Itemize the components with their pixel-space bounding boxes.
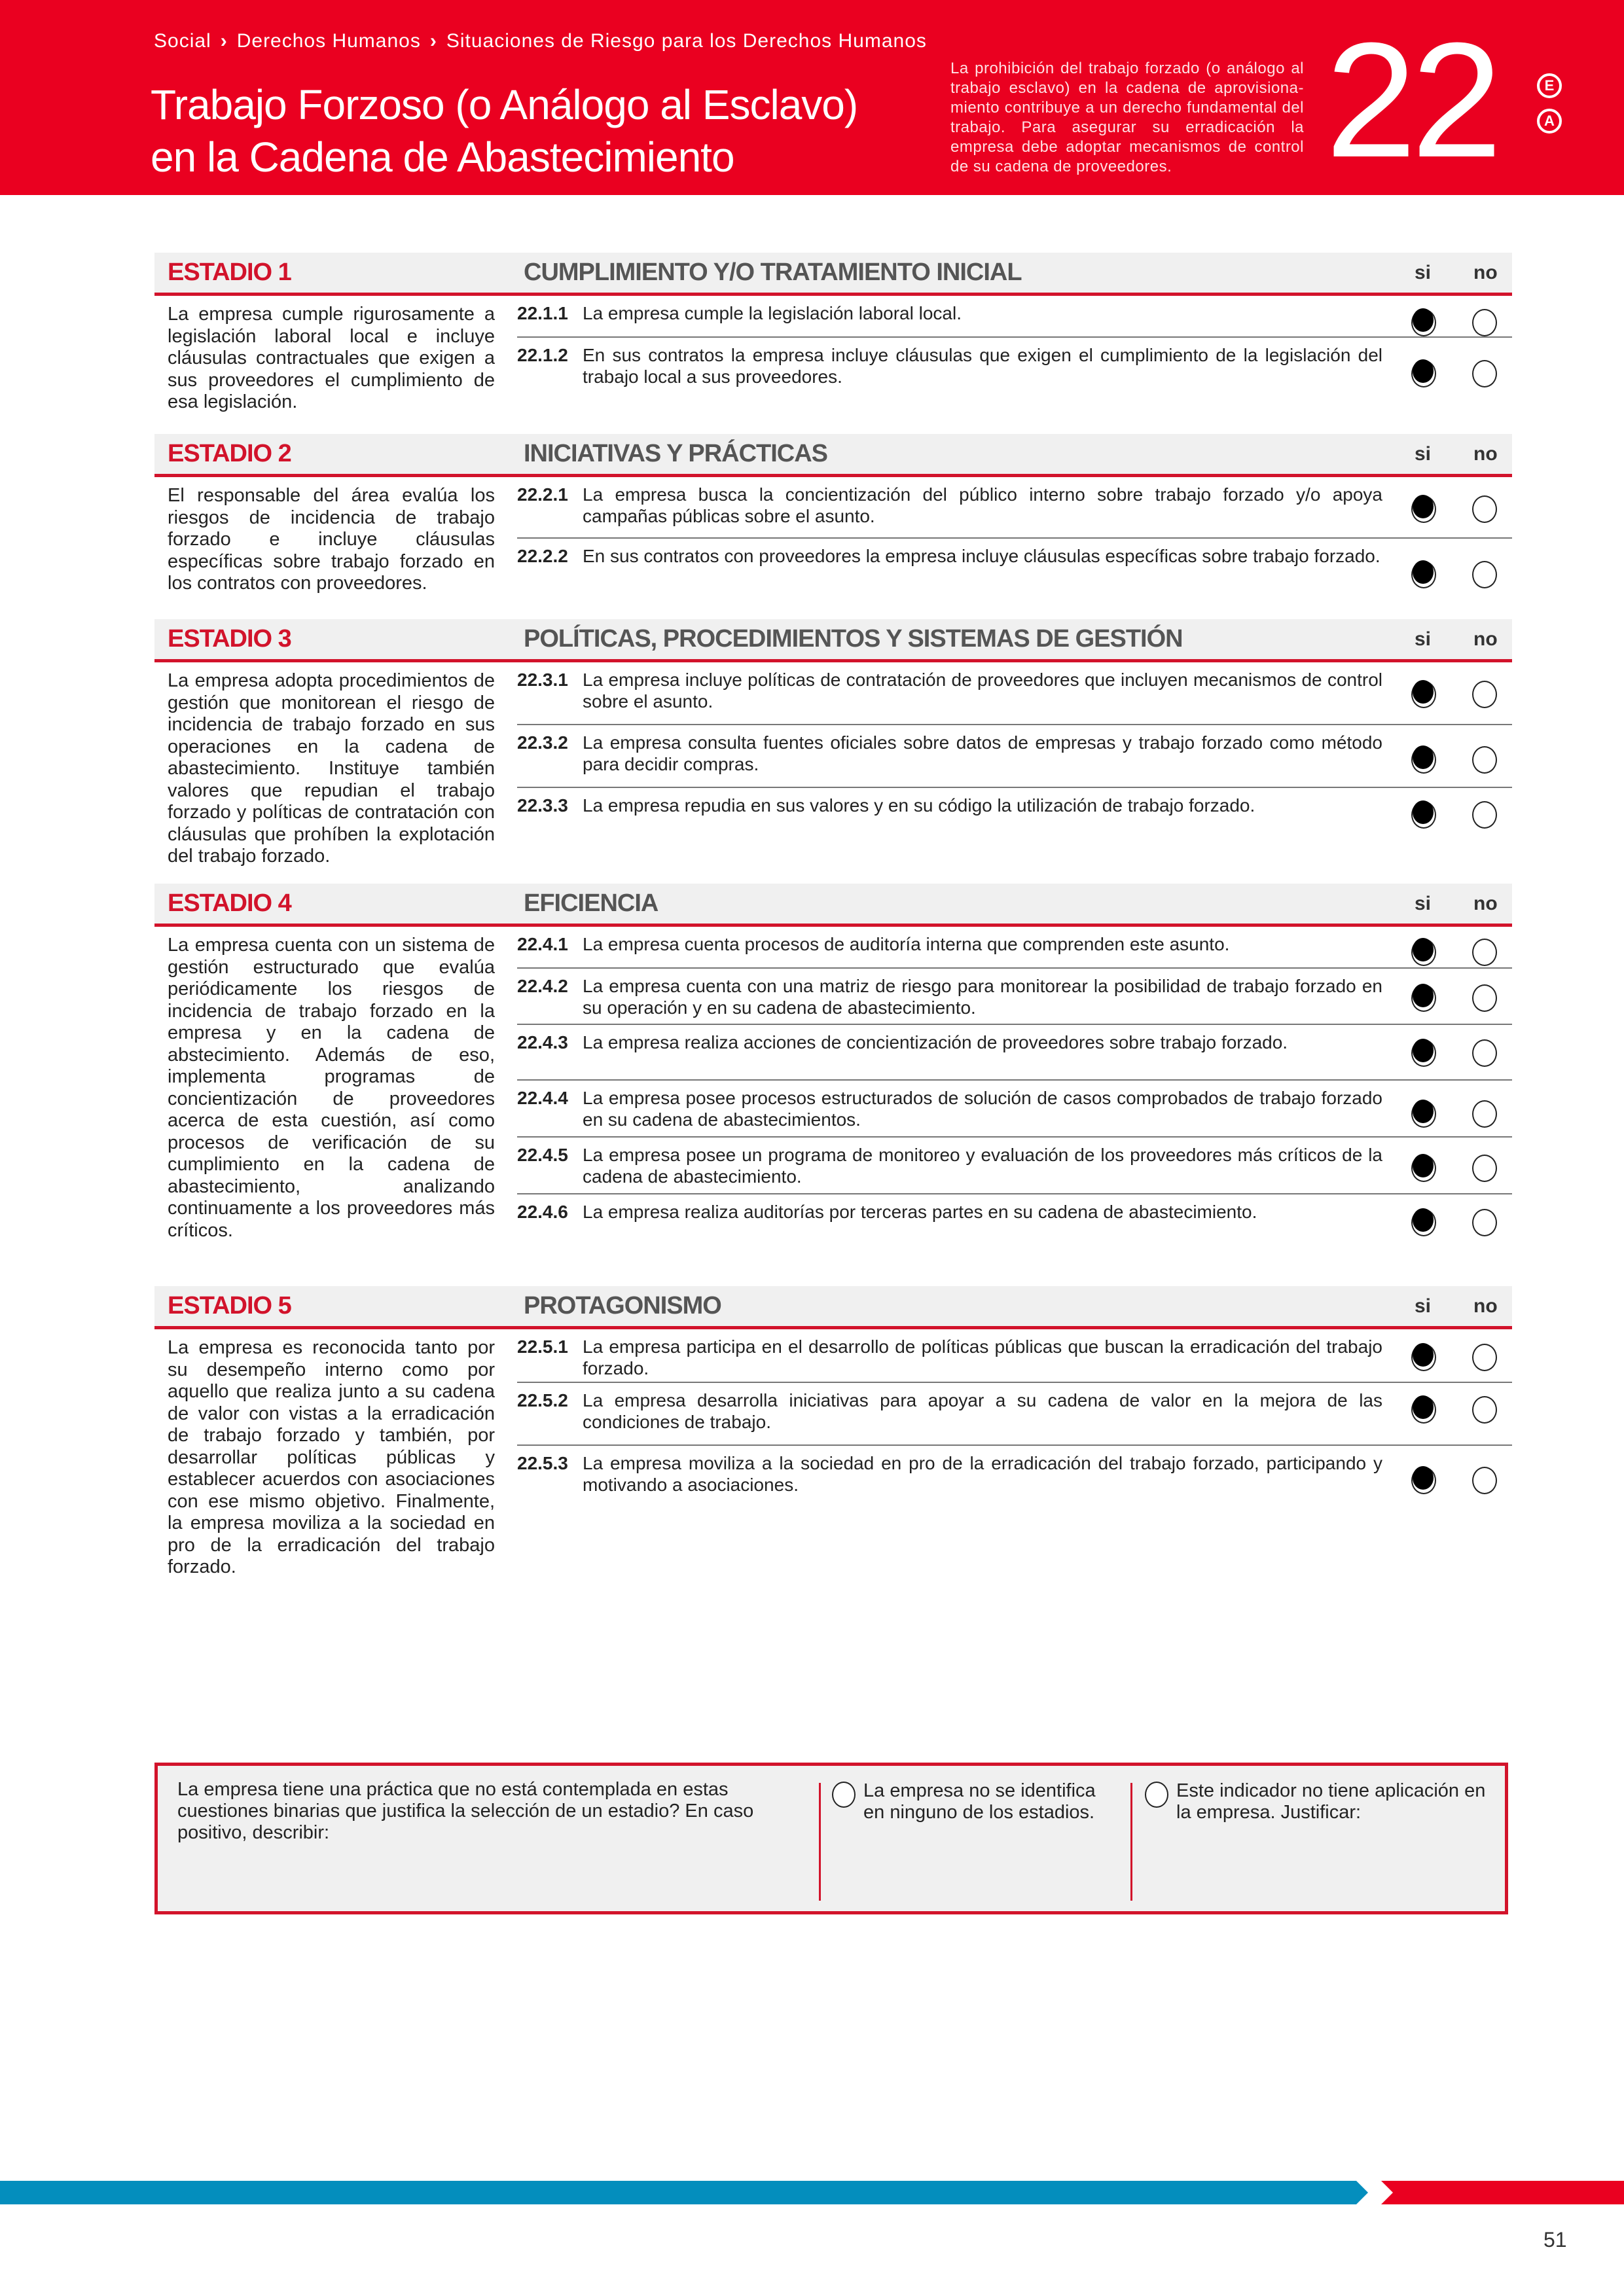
stage-label: ESTADIO 2 [168,440,291,467]
radio-not-applicable[interactable] [1145,1782,1168,1808]
question-row [517,725,1512,788]
radio-si-selected[interactable] [1411,1344,1436,1371]
intro-text: La prohibición del trabajo forzado (o análogo al trabajo esclavo) en la cadena de aprovisiona-miento contribuye a un derecho fundamental del trabajo. Para asegurar su erradicación la empresa debe adoptar mecanismos de control de su cadena de proveedores. [950,60,1304,175]
question-row [517,539,1512,598]
breadcrumb-item-social[interactable]: Social [154,30,211,52]
stage-header [154,884,1512,927]
option-not-applicable[interactable] [1145,1780,1492,1823]
radio-si-selected[interactable] [1411,561,1436,588]
radio-no[interactable] [1472,561,1497,588]
stage-title: EFICIENCIA [524,889,659,917]
stage-header [154,434,1512,477]
badge-e-icon: E [1537,73,1562,98]
radio-no[interactable] [1472,360,1497,387]
question-row [517,969,1512,1025]
question-row [517,662,1512,725]
radio-no[interactable] [1472,1467,1497,1494]
question-number: 22.4.4 [517,1088,568,1108]
question-number: 22.1.1 [517,303,568,323]
question-text: La empresa incluye políticas de contratación de proveedores que incluyen mecanismos de control sobre el asunto. [583,670,1382,711]
question-number: 22.4.5 [517,1145,568,1165]
question-number: 22.5.1 [517,1336,568,1357]
question-number: 22.5.2 [517,1390,568,1410]
page-header [0,0,1624,195]
column-no-label: no [1473,442,1498,465]
additional-practice-question: La empresa tiene una práctica que no está contemplada en estas cuestiones binarias que justifica la selección de un estadio? En caso positivo, describir: [177,1779,754,1843]
radio-no[interactable] [1472,984,1497,1012]
radio-no[interactable] [1472,1100,1497,1128]
question-text: La empresa cumple la legislación laboral local. [583,303,962,323]
radio-si-selected[interactable] [1411,360,1436,387]
column-si-label: si [1415,1295,1432,1317]
question-number: 22.3.3 [517,795,568,816]
question-text: La empresa repudia en sus valores y en su código la utilización de trabajo forzado. [583,795,1255,816]
question-row [517,296,1512,338]
column-no-label: no [1473,628,1498,650]
question-number: 22.4.6 [517,1202,568,1222]
question-row [517,1081,1512,1138]
question-row [517,1329,1512,1383]
stage-description: La empresa es reconocida tanto por su desempeño interno como por aquello que realiza junto a su cadena de valor con vistas a la erradicación de trabajo forzado y también, por desarrollar políticas públicas y establecer acuerdos con asociaciones con ese mismo objetivo. Finalmente, la empresa moviliza a la sociedad en pro de la erradicación del trabajo forzado. [168,1337,495,1577]
radio-si-selected[interactable] [1411,309,1436,336]
column-si-label: si [1415,442,1432,465]
stage-1 [154,253,1512,414]
question-row [517,338,1512,395]
footer-bar-blue [0,2181,1368,2204]
divider [1130,1783,1132,1901]
radio-no[interactable] [1472,309,1497,336]
question-text: La empresa posee un programa de monitoreo y evaluación de los proveedores más críticos de la cadena de abastecimiento. [583,1145,1382,1187]
question-text: La empresa moviliza a la sociedad en pro de la erradicación del trabajo forzado, participando y motivando a asociaciones. [583,1453,1382,1495]
radio-no[interactable] [1472,801,1497,829]
question-text: La empresa consulta fuentes oficiales sobre datos de empresas y trabajo forzado como método para decidir compras. [583,732,1382,774]
stage-header [154,1286,1512,1329]
page-title-line-2: en la Cadena de Abastecimiento [151,134,734,181]
radio-si-selected[interactable] [1411,1100,1436,1128]
radio-si-selected[interactable] [1411,801,1436,829]
question-row [517,477,1512,539]
badge-a-icon: A [1537,109,1562,134]
stage-header [154,619,1512,662]
chevron-right-icon: › [429,30,437,52]
stage-description: La empresa adopta procedimientos de gestión que monitorean el riesgo de incidencia de trabajo forzado en sus operaciones en la cadena de abastecimiento. Instituye también valores que repudian el trabajo forzado y políticas de contratación con cláusulas que prohíben la explotación del trabajo forzado. [168,670,495,867]
question-number: 22.2.1 [517,484,568,505]
page-title [151,79,857,183]
radio-no-stage[interactable] [832,1782,856,1808]
question-text: La empresa cuenta con una matriz de riesgo para monitorear la posibilidad de trabajo forzado en su operación y en su cadena de abastecimiento. [583,976,1382,1018]
stage-header [154,253,1512,296]
column-no-label: no [1473,261,1498,283]
question-row [517,1446,1512,1505]
stage-2 [154,434,1512,595]
option-no-stage[interactable] [832,1780,1120,1823]
radio-no[interactable] [1472,495,1497,523]
radio-no[interactable] [1472,1155,1497,1182]
page-number: 51 [1543,2228,1567,2251]
radio-no[interactable] [1472,1344,1497,1371]
stage-label: ESTADIO 4 [168,889,291,917]
breadcrumb-item-situaciones-riesgo[interactable]: Situaciones de Riesgo para los Derechos Humanos [446,30,927,52]
column-si-label: si [1415,892,1432,914]
radio-si-selected[interactable] [1411,1467,1436,1494]
column-si-label: si [1415,628,1432,650]
breadcrumb [154,30,927,52]
question-text: La empresa desarrolla iniciativas para apoyar a su cadena de valor en la mejora de las condiciones de trabajo. [583,1390,1382,1432]
question-text: En sus contratos la empresa incluye cláusulas que exigen el cumplimiento de la legislación del trabajo local a sus proveedores. [583,345,1382,387]
radio-si-selected[interactable] [1411,1209,1436,1236]
question-text: La empresa busca la concientización del público interno sobre trabajo forzado y/o apoya campañas públicas sobre el asunto. [583,484,1382,526]
radio-no[interactable] [1472,939,1497,966]
divider [819,1783,821,1901]
radio-no[interactable] [1472,1209,1497,1236]
radio-si-selected[interactable] [1411,495,1436,523]
question-text: La empresa realiza auditorías por terceras partes en su cadena de abastecimiento. [583,1202,1257,1222]
question-text: La empresa cuenta procesos de auditoría interna que comprenden este asunto. [583,934,1230,954]
column-no-label: no [1473,892,1498,914]
column-si-label: si [1415,261,1432,283]
question-text: La empresa participa en el desarrollo de políticas públicas que buscan la erradicación del trabajo forzado. [583,1336,1382,1378]
question-number: 22.4.3 [517,1032,568,1052]
radio-si-selected[interactable] [1411,1396,1436,1424]
question-text: La empresa posee procesos estructurados de solución de casos comprobados de trabajo forzado en su cadena de abastecimientos. [583,1088,1382,1130]
question-row [517,788,1512,834]
radio-no[interactable] [1472,681,1497,708]
radio-si-selected[interactable] [1411,1039,1436,1067]
radio-si-selected[interactable] [1411,681,1436,708]
question-number: 22.4.2 [517,976,568,996]
question-row [517,1383,1512,1446]
stage-title: PROTAGONISMO [524,1292,721,1319]
breadcrumb-item-derechos-humanos[interactable]: Derechos Humanos [236,30,421,52]
footer-bar-red [1381,2181,1624,2204]
question-row [517,1138,1512,1194]
stage-description: La empresa cumple rigurosamente a legislación laboral local e incluye cláusulas contractuales que exigen a sus proveedores el cumplimiento de esa legislación. [168,304,495,412]
question-number: 22.4.1 [517,934,568,954]
option-no-stage-label: La empresa no se identifica en ninguno de los estadios. [863,1780,1096,1823]
radio-no[interactable] [1472,1396,1497,1424]
page-title-line-1: Trabajo Forzoso (o Análogo al Esclavo) [151,81,858,128]
option-not-applicable-label: Este indicador no tiene aplicación en la empresa. Justificar: [1176,1780,1486,1823]
stage-description: La empresa cuenta con un sistema de gestión estructurado que evalúa periódicamente los riesgos de incidencia de trabajo forzado en la empresa y en la cadena de abstecimiento. Además de eso, implementa programas de concientización de proveedores acerca de esta cuestión, así como procesos de verificación de su cumplimiento en la cadena de abastecimiento, analizando continuamente a los proveedores más críticos. [168,935,495,1241]
radio-no[interactable] [1472,1039,1497,1067]
question-row [517,1025,1512,1081]
stage-label: ESTADIO 3 [168,625,291,653]
question-row [517,927,1512,969]
chevron-right-icon: › [220,30,228,52]
question-text: La empresa realiza acciones de concientización de proveedores sobre trabajo forzado. [583,1032,1288,1052]
stage-title: POLÍTICAS, PROCEDIMIENTOS Y SISTEMAS DE GESTIÓN [524,625,1183,653]
question-row [517,1194,1512,1240]
question-number: 22.3.1 [517,670,568,690]
radio-no[interactable] [1472,746,1497,774]
question-number: 22.1.2 [517,345,568,365]
stage-description: El responsable del área evalúa los riesgos de incidencia de trabajo forzado e incluye cláusulas específicas sobre trabajo forzado en los contratos con proveedores. [168,485,495,594]
question-text: En sus contratos con proveedores la empresa incluye cláusulas específicas sobre trabajo forzado. [583,546,1380,566]
question-number: 22.3.2 [517,732,568,753]
indicator-number: 22 [1326,9,1498,191]
radio-si-selected[interactable] [1411,746,1436,774]
radio-si-selected[interactable] [1411,984,1436,1012]
stage-label: ESTADIO 1 [168,259,291,286]
question-number: 22.2.2 [517,546,568,566]
stage-title: CUMPLIMIENTO Y/O TRATAMIENTO INICIAL [524,259,1022,286]
additional-info-box [154,1763,1508,1914]
question-number: 22.5.3 [517,1453,568,1473]
stage-3 [154,619,1512,868]
stage-title: INICIATIVAS Y PRÁCTICAS [524,440,828,467]
stage-4 [154,884,1512,1242]
column-no-label: no [1473,1295,1498,1317]
radio-si-selected[interactable] [1411,1155,1436,1182]
stage-label: ESTADIO 5 [168,1292,291,1319]
radio-si-selected[interactable] [1411,939,1436,966]
stage-5 [154,1286,1512,1579]
